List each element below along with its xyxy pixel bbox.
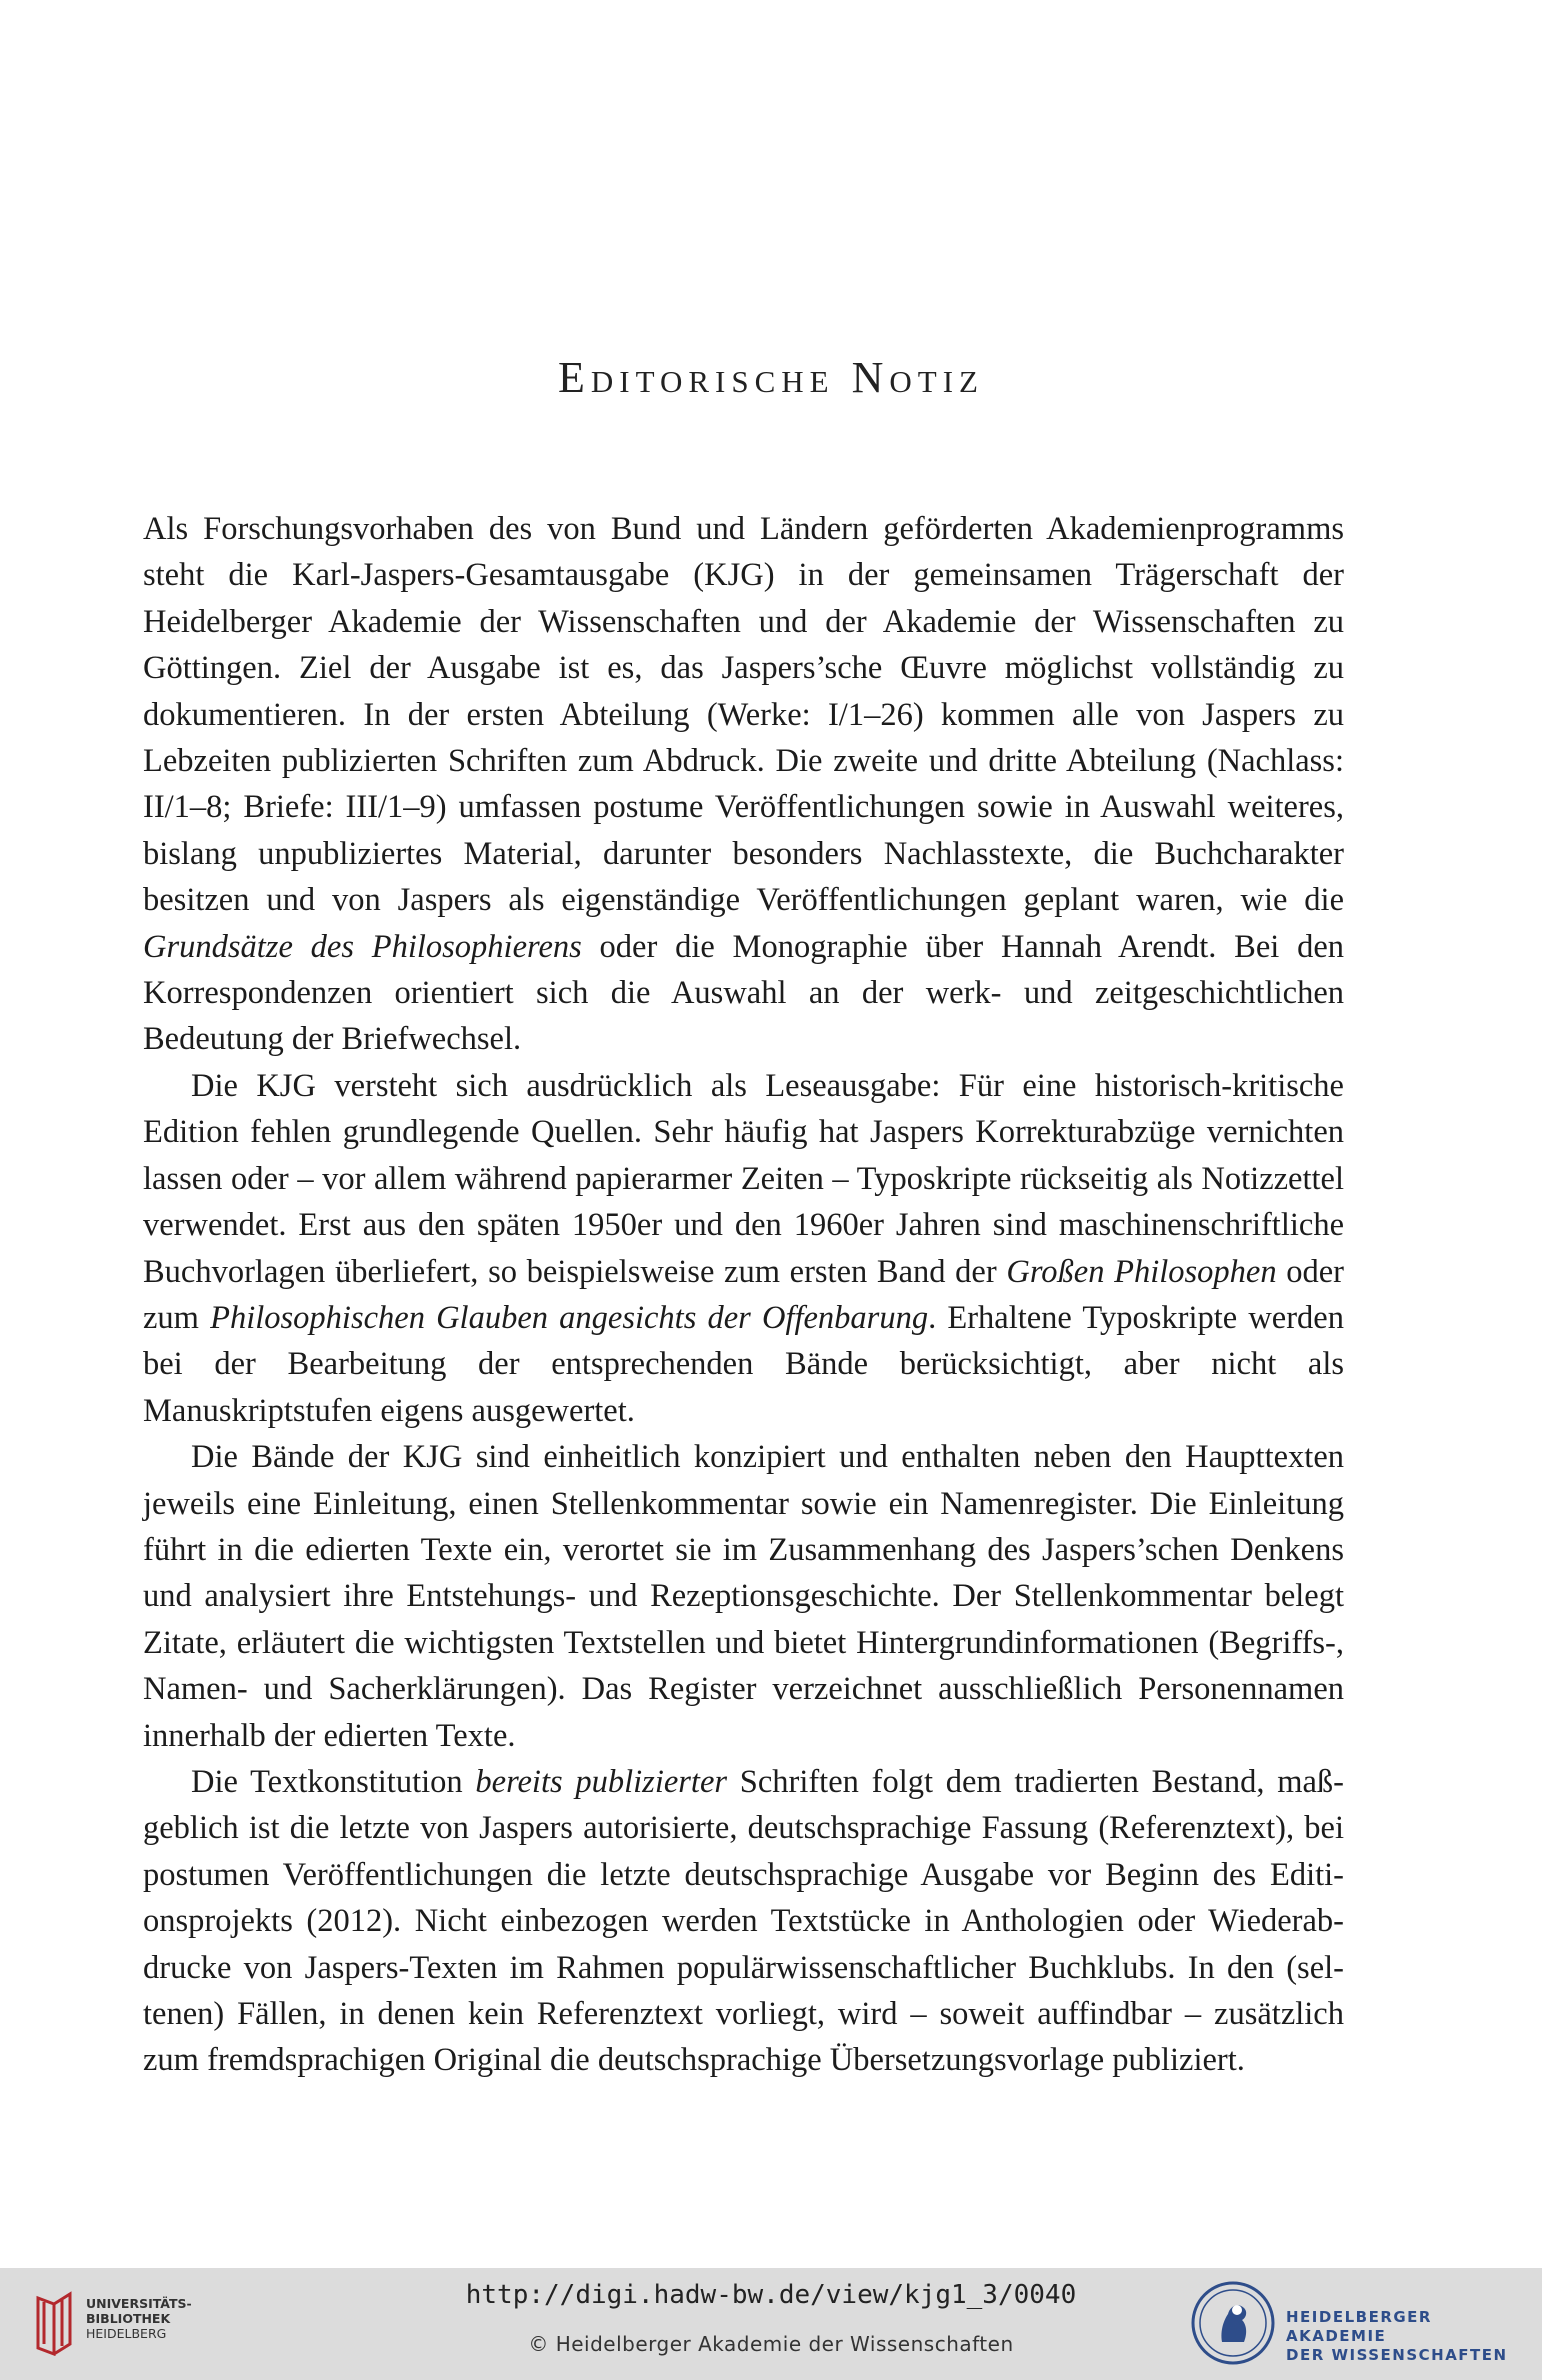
academy-logo[interactable] (1190, 2280, 1520, 2368)
italic-title: bereits publizierter (475, 1763, 728, 1800)
ub-logo-line-3: HEIDELBERG (86, 2326, 167, 2341)
hadw-logo-line-1: HEIDELBERGER AKADEMIE (1286, 2308, 1432, 2345)
text-run: . Erhaltene Typoskripte werden bei der Bearbeitung der entsprechenden Bände berücksichtigt, aber nicht als Manuskriptstufen eigens ausgewertet. (143, 1299, 1344, 1429)
body-paragraph (143, 1434, 1344, 1759)
body-paragraph (143, 1759, 1344, 2084)
ub-logo-line-1: UNIVERSITÄTS- (86, 2296, 192, 2311)
text-run: Die Bände der KJG sind einheitlich konzipiert und enthalten neben den Haupttexten jeweils eine Einleitung, einen Stellenkommentar sowie ein Namenregister. Die Einleitung führt in die edierten Texte ein, verortet sie im Zusammenhang des Jaspers’schen Denkens und analysiert ihre Entstehungs- und Rezeptionsgeschichte. Der Stellenkommentar belegt Zitate, erläutert die wichtigsten Textstellen und bietet Hintergrundinformationen (Begriffs-, Namen- und Sacherklärungen). Das Register verzeichnet ausschließlich Personennamen innerhalb der edierten Texte. (143, 1439, 1344, 1754)
italic-title: Philosophischen Glauben angesichts der Offenbarung (210, 1299, 929, 1336)
ub-logo-line-2: BIBLIOTHEK (86, 2311, 171, 2326)
body-text (143, 506, 1344, 2084)
hadw-logo-text (1286, 2308, 1520, 2365)
copyright-notice: © Heidelberger Akademie der Wissenschaften (528, 2332, 1014, 2356)
body-paragraph (143, 506, 1344, 1063)
text-run: oder die Monographie über Hannah Arendt. Bei den Korrespondenzen orientiert sich die Auswahl an der werk- und zeitgeschichtlichen Bedeutung der Briefwechsel. (143, 928, 1344, 1058)
text-run: Die KJG versteht sich ausdrücklich als Leseausgabe: Für eine historisch-kritische Edition fehlen grundlegende Quellen. Sehr häufig hat Jaspers Korrekturabzüge vernichten lassen oder – vor allem während papierarmer Zeiten – Typoskripte rückseitig als Notizzettel verwendet. Erst aus den späten 1950er und den 1960er Jahren sind maschinenschriftliche Buchvorlagen überliefert, so beispielsweise zum ersten Band der (143, 1067, 1344, 1290)
permalink-url[interactable]: http://digi.hadw-bw.de/view/kjg1_3/0040 (465, 2280, 1077, 2310)
italic-title: Großen Philosophen (1006, 1253, 1277, 1290)
footer-bar (0, 2268, 1542, 2380)
text-run: Als Forschungsvorhaben des von Bund und Ländern geförderten Akademienprogramms steht die Karl-Jaspers-Gesamtausgabe (KJG) in der gemeinsamen Trägerschaft der Heidelberger Akademie der Wissenschaften und der Akademie der Wissenschaften zu Göttingen. Ziel der Ausgabe ist es, das Jaspers’sche Œuvre möglichst vollständig zu dokumentieren. In der ersten Abteilung (Werke: I/1–26) kommen alle von Jaspers zu Lebzeiten publizierten Schriften zum Abdruck. Die zweite und dritte Abteilung (Nachlass: II/1–8; Briefe: III/1–9) umfassen postume Veröffentlichungen sowie in Auswahl weiteres, bislang unpubliziertes Material, darunter besonders Nachlasstexte, die Buchcharakter besitzen und von Jaspers als eigenständige Veröffentlichungen geplant waren, wie die (143, 511, 1344, 919)
body-paragraph (143, 1063, 1344, 1434)
italic-title: Grundsätze des Philosophierens (143, 928, 582, 965)
hadw-seal-icon (1190, 2280, 1276, 2366)
text-run: oder zum (143, 1253, 1345, 1336)
text-run: Schriften folgt dem tradierten Bestand, maßgeblich ist die letzte von Jaspers autorisierte, deutschsprachige Fassung (Referenztext), bei postumen Veröffentlichungen die letzte deutschsprachige Ausgabe vor Beginn des Editionsprojekts (2012). Nicht einbezogen werden Textstücke in Anthologien oder Wiederabdrucke von Jaspers-Texten im Rahmen populärwissenschaftlicher Buchklubs. In den (seltenen) Fällen, in denen kein Referenztext vorliegt, wird – soweit auffindbar – zusätzlich zum fremdsprachigen Original die deutschsprachige Übersetzungsvorlage publiziert. (143, 1763, 1344, 2079)
text-run: Die Textkonstitution (191, 1763, 476, 1800)
hadw-logo-line-2: DER WISSENSCHAFTEN (1286, 2346, 1508, 2364)
page-title: Editorische Notiz (558, 353, 984, 402)
